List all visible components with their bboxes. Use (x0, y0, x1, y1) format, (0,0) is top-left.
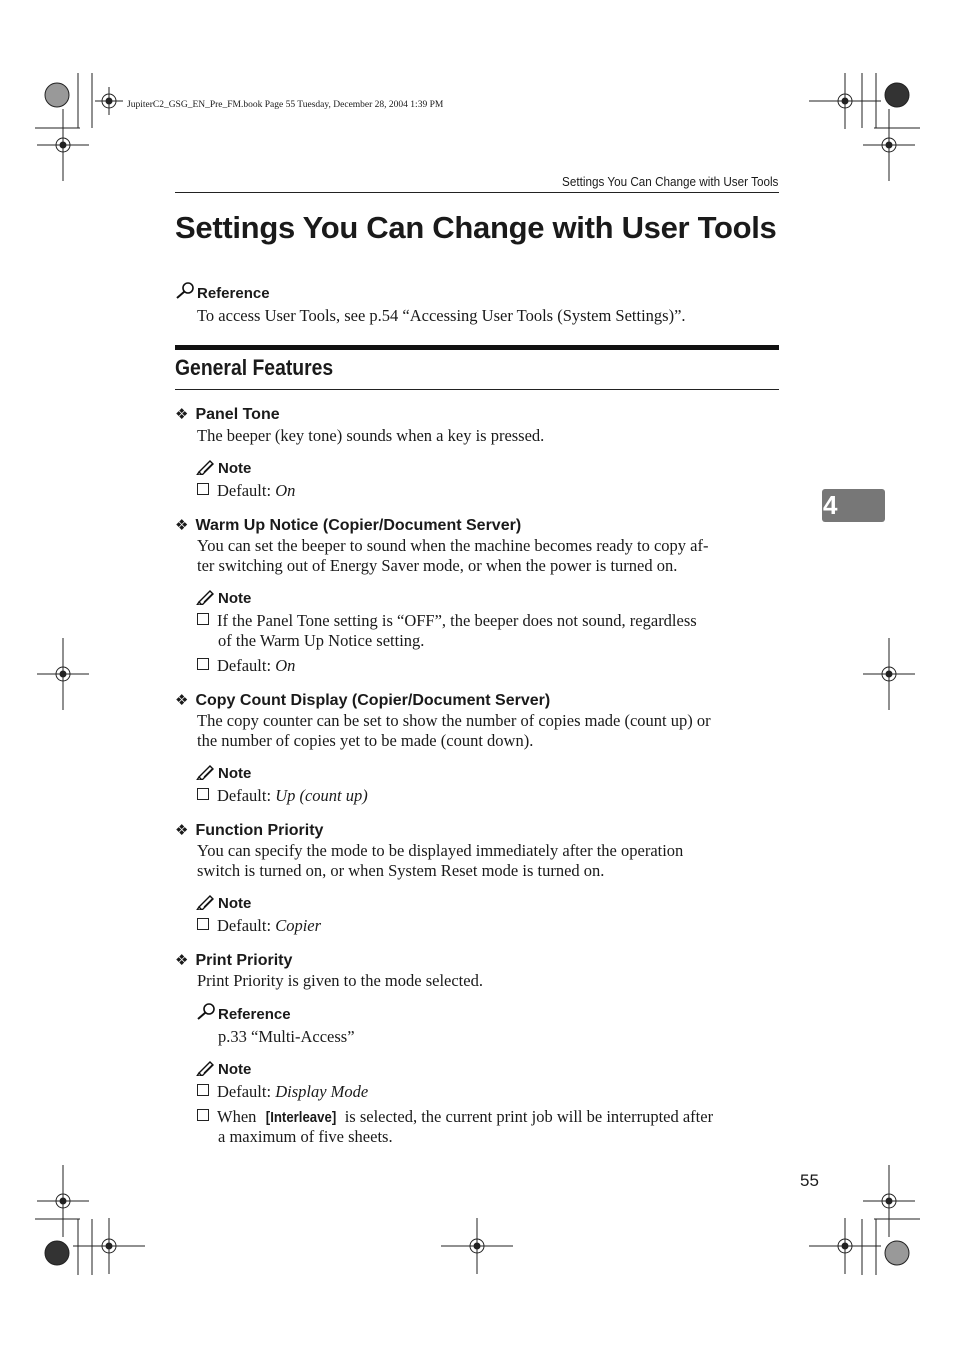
item-description-line: switch is turned on, or when System Reset mode is turned on. (197, 861, 605, 880)
reference-text: p.33 “Multi-Access” (218, 1027, 355, 1046)
pencil-icon (196, 458, 216, 475)
item-description-line: You can set the beeper to sound when the machine becomes ready to copy af- (197, 536, 709, 555)
note-label: Note (218, 460, 252, 477)
running-head: Settings You Can Change with User Tools (561, 174, 778, 189)
diamond-icon: ❖ (175, 822, 189, 839)
item-description-line: You can specify the mode to be displayed immediately after the operation (197, 841, 684, 860)
note-item-cont: a maximum of five sheets. (218, 1127, 393, 1146)
pencil-icon (196, 893, 216, 910)
note-item: Default: Up (count up) (197, 786, 368, 806)
item-heading: ❖ Copy Count Display (Copier/Document Server) (175, 692, 551, 709)
diamond-icon: ❖ (175, 952, 189, 969)
note-label: Note (218, 1061, 252, 1078)
note-item: When [Interleave] is selected, the current print job will be interrupted after (197, 1107, 779, 1128)
item-description-line: ter switching out of Energy Saver mode, or when the power is turned on. (197, 556, 678, 575)
note-label: Note (218, 765, 252, 782)
note-item: Default: Display Mode (197, 1082, 368, 1102)
pencil-icon (196, 1059, 216, 1076)
note-item-cont: of the Warm Up Notice setting. (218, 631, 425, 650)
note-item: If the Panel Tone setting is “OFF”, the beeper does not sound, regardless (197, 611, 697, 631)
item-description: Print Priority is given to the mode selected. (197, 971, 483, 990)
pencil-icon (196, 763, 216, 780)
item-heading: ❖ Function Priority (175, 822, 324, 839)
note-label: Note (218, 895, 252, 912)
section-title: General Features (175, 355, 334, 380)
section-rule-top (175, 345, 779, 350)
diamond-icon: ❖ (175, 406, 189, 423)
item-heading: ❖ Print Priority (175, 952, 293, 969)
section-rule-bottom (175, 389, 779, 390)
interleave-key: [Interleave] (265, 1109, 336, 1126)
note-item: Default: On (197, 656, 295, 676)
print-info: JupiterC2_GSG_EN_Pre_FM.book Page 55 Tuesday, December 28, 2004 1:39 PM (127, 100, 444, 110)
chapter-number: 4 (823, 490, 838, 520)
page-title: Settings You Can Change with User Tools (175, 210, 777, 245)
diamond-icon: ❖ (175, 692, 189, 709)
header-rule (175, 192, 779, 193)
item-description-line: The copy counter can be set to show the number of copies made (count up) or (197, 711, 711, 730)
diamond-icon: ❖ (175, 517, 189, 534)
pencil-icon (196, 588, 216, 605)
note-label: Note (218, 590, 252, 607)
reference-label: Reference (218, 1006, 291, 1023)
magnifier-icon (196, 1003, 216, 1021)
reference-text: To access User Tools, see p.54 “Accessing User Tools (System Settings)”. (197, 306, 686, 325)
note-item: Default: Copier (197, 916, 321, 936)
item-heading: ❖ Panel Tone (175, 406, 280, 423)
item-description: The beeper (key tone) sounds when a key is pressed. (197, 426, 545, 445)
item-description-line: the number of copies yet to be made (count down). (197, 731, 534, 750)
reference-label: Reference (197, 285, 270, 302)
page-number: 55 (800, 1171, 819, 1190)
note-item: Default: On (197, 481, 295, 501)
item-heading: ❖ Warm Up Notice (Copier/Document Server) (175, 517, 522, 534)
magnifier-icon (175, 282, 195, 300)
